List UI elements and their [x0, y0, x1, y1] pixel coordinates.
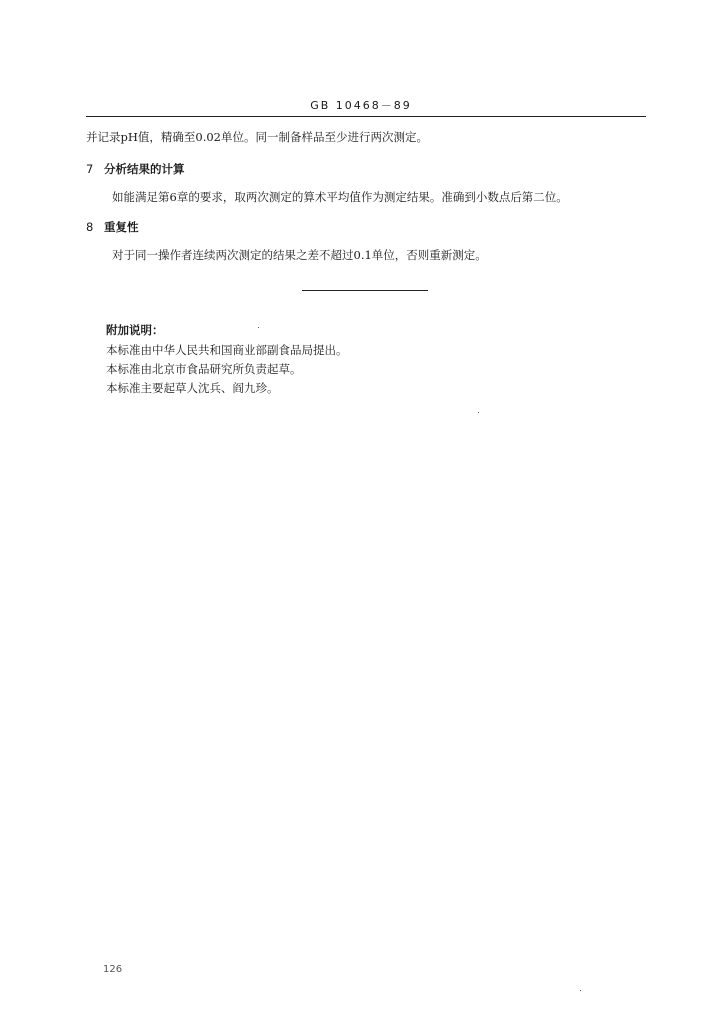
standard-code-header: GB 10468－89 [310, 99, 412, 112]
notes-title: 附加说明： [106, 323, 164, 337]
separator-rule [302, 290, 428, 291]
section-8-text: 对于同一操作者连续两次测定的结果之差不超过0.1单位，否则重新测定。 [112, 248, 487, 262]
notes-line: 本标准由北京市食品研究所负责起草。 [106, 362, 302, 376]
section-7-number: 7 [86, 162, 94, 176]
header-rule [86, 116, 646, 117]
page-number: 126 [103, 964, 123, 975]
scan-speck [478, 412, 479, 413]
scan-speck [258, 327, 259, 328]
section-8-title: 重复性 [104, 220, 139, 234]
section-8-number: 8 [86, 220, 94, 234]
notes-line: 本标准由中华人民共和国商业部副食品局提出。 [106, 343, 348, 357]
section-7-title: 分析结果的计算 [104, 162, 185, 176]
continuation-text: 并记录pH值，精确至0.02单位。同一制备样品至少进行两次测定。 [86, 130, 428, 144]
notes-line: 本标准主要起草人沈兵、阎九珍。 [106, 381, 279, 395]
scan-speck [580, 990, 581, 991]
section-7-text: 如能满足第6章的要求，取两次测定的算术平均值作为测定结果。准确到小数点后第二位。 [112, 190, 568, 204]
